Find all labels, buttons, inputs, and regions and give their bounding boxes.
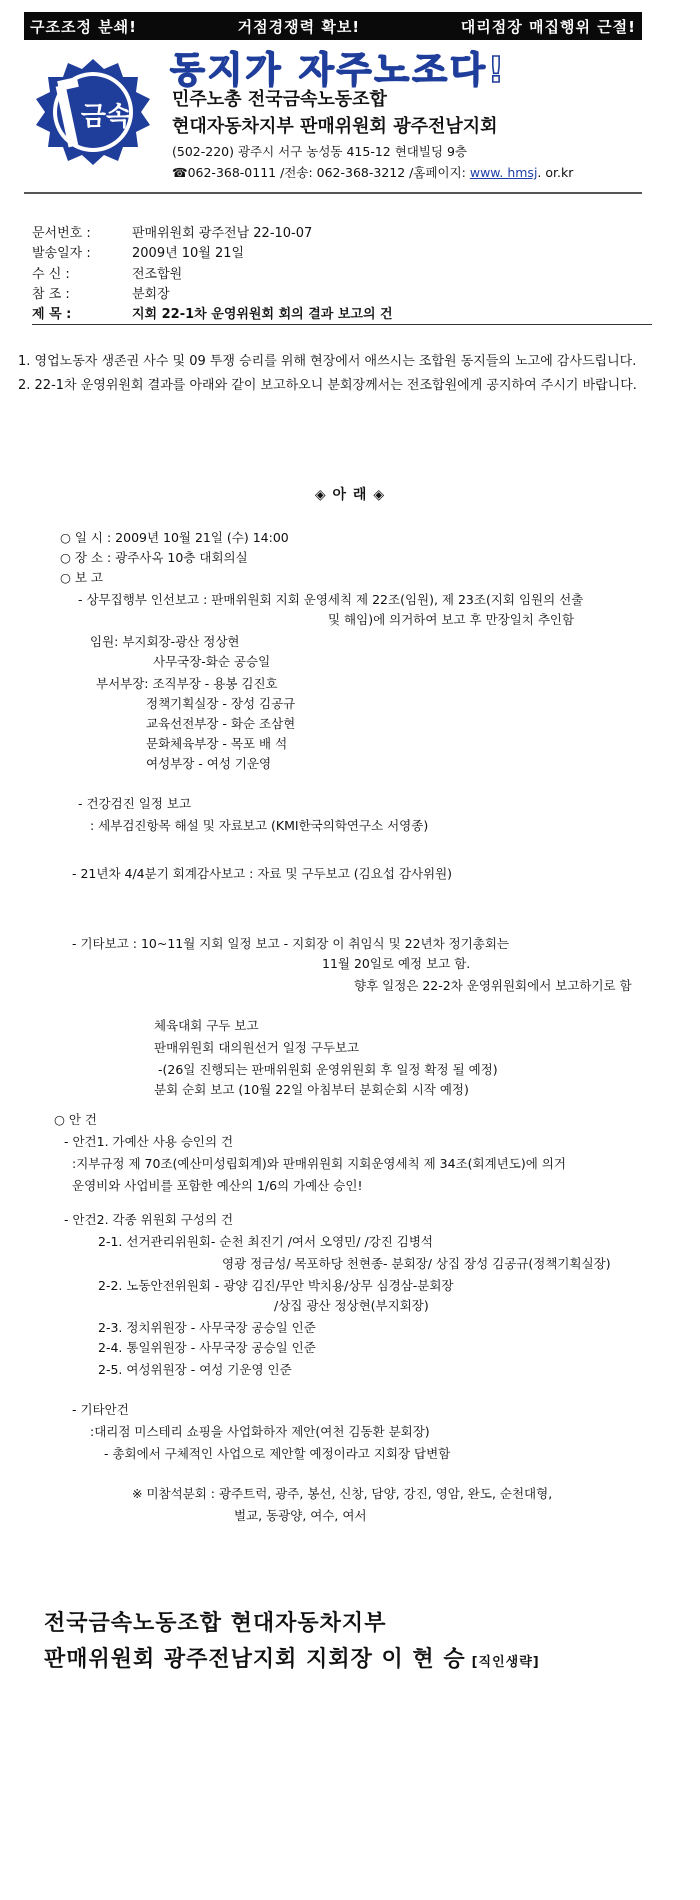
dept-heads-line-2: 정책기획실장 - 장성 김공규	[146, 696, 296, 711]
signature-name: 판매위원회 광주전남지회 지회장 이 현 승	[44, 1647, 466, 1672]
union-logo-image	[28, 55, 158, 180]
agenda-other-heading: - 기타안건	[72, 1402, 129, 1417]
agenda-2-title: - 안건2. 각종 위원회 구성의 건	[64, 1212, 234, 1227]
org-name-line2: 현대자동차지부 판매위원회 광주전남지회	[172, 116, 498, 137]
report-other-cont-2: 향후 일정은 22-2차 운영위원회에서 보고하기로 함	[354, 978, 632, 993]
report-executive-appointment-cont: 및 해임)에 의거하여 보고 후 만장일치 추인함	[328, 612, 575, 627]
item-venue: ○ 장 소 : 광주사옥 10층 대회의실	[60, 550, 248, 565]
org-name-line1: 민주노총 전국금속노동조합	[172, 89, 387, 110]
subject-value: 지회 22-1차 운영위원회 회의 결과 보고의 건	[132, 306, 393, 322]
agenda-1-detail-2: 운영비와 사업비를 포함한 예산의 1/6의 가예산 승인!	[72, 1178, 363, 1193]
agenda-other-proposal: :대리점 미스테리 쇼핑을 사업화하자 제안(여천 김동환 분회장)	[90, 1424, 430, 1439]
report-executive-appointment: - 상무집행부 인선보고 : 판매위원회 지회 운영세칙 제 22조(임원), 제 23조(지회 임원의 선출	[78, 592, 584, 607]
item-report-heading: ○ 보 고	[60, 570, 104, 585]
header-slogan: 동지가 자주노조다!	[170, 50, 508, 91]
report-delegate-election: 판매위원회 대의원선거 일정 구두보고	[154, 1040, 360, 1055]
recipient-value: 전조합원	[132, 266, 183, 282]
union-logo	[28, 55, 158, 180]
homepage-link[interactable]: www. hmsj	[469, 165, 538, 180]
banner-slogan-left: 구조조정 분쇄!	[30, 17, 138, 36]
date-label: 발송일자 :	[32, 246, 91, 262]
date-value: 2009년 10월 21일	[132, 246, 245, 262]
contact-phone-fax: ☎062-368-0111 /전송: 062-368-3212 /홈페이지:	[172, 165, 470, 180]
org-address: (502-220) 광주시 서구 농성동 415-12 현대빌딩 9층	[172, 144, 468, 159]
agenda-2-3-political-chair: 2-3. 정치위원장 - 사무국장 공승일 인준	[98, 1320, 316, 1335]
meta-row-subject	[32, 305, 652, 325]
absent-branches-cont: 벌교, 동광양, 여수, 여서	[234, 1508, 367, 1523]
agenda-2-1-election-committee-cont: 영광 정금성/ 목포하당 천현종- 분회장/ 상집 장성 김공규(정책기획실장)	[222, 1256, 611, 1271]
meta-row-recipient	[32, 265, 652, 285]
banner-slogan-center: 거점경쟁력 확보!	[237, 17, 361, 36]
report-delegate-election-note: -(26일 진행되는 판매위원회 운영위원회 후 일정 확정 될 예정)	[158, 1062, 498, 1077]
officers-line-2: 사무국장-화순 공승일	[153, 654, 271, 669]
recipient-label: 수 신 :	[32, 266, 70, 282]
report-other: - 기타보고 : 10~11월 지회 일정 보고 - 지회장 이 취임식 및 22년차 정기총회는	[72, 936, 510, 951]
agenda-2-1-election-committee: 2-1. 선거관리위원회- 순천 최진기 /여서 오영민/ /강진 김병석	[98, 1234, 433, 1249]
dept-heads-line-3: 교육선전부장 - 화순 조삼현	[146, 716, 296, 731]
agenda-2-5-women-chair: 2-5. 여성위원장 - 여성 기운영 인준	[98, 1362, 292, 1377]
document-meta	[32, 224, 652, 325]
officers-line: 임원: 부지회장-광산 정상현	[90, 634, 240, 649]
item-agenda-heading: ○ 안 건	[54, 1112, 98, 1127]
homepage-suffix: . or.kr	[537, 165, 574, 180]
meta-row-doc-no	[32, 224, 652, 244]
subject-label: 제 목 :	[32, 306, 72, 322]
report-other-cont-1: 11월 20일로 예정 보고 함.	[322, 956, 471, 971]
section-title: ◈ 아 래 ◈	[314, 487, 386, 503]
slogan-banner	[24, 12, 642, 40]
cc-label: 참 조 :	[32, 287, 70, 303]
meta-row-cc	[32, 285, 652, 305]
report-health-checkup: - 건강검진 일정 보고	[78, 796, 192, 811]
seal-omitted-note: [직인생략]	[471, 1655, 540, 1670]
doc-no-value: 판매위원회 광주전남 22-10-07	[132, 226, 313, 242]
intro-paragraph-2: 2. 22-1차 운영위원회 결과를 아래와 같이 보고하오니 분회장께서는 전조합원에게 공지하여 주시기 바랍니다.	[18, 378, 637, 393]
signature-name-line	[44, 1642, 540, 1673]
dept-heads-line-5: 여성부장 - 여성 기운영	[146, 756, 272, 771]
header-divider	[24, 192, 642, 194]
report-sports-event: 체육대회 구두 보고	[154, 1018, 259, 1033]
report-health-checkup-detail: : 세부검진항목 해설 및 자료보고 (KMI한국의학연구소 서영종)	[90, 818, 429, 833]
intro-paragraph-1: 1. 영업노동자 생존권 사수 및 09 투쟁 승리를 위해 현장에서 애쓰시는 조합원 동지들의 노고에 감사드립니다.	[18, 354, 637, 369]
agenda-other-reply: - 총회에서 구체적인 사업으로 제안할 예정이라고 지회장 답변함	[104, 1446, 451, 1461]
signature-org-line: 전국금속노동조합 현대자동차지부	[44, 1611, 387, 1636]
logo-text: 금속	[80, 102, 132, 132]
dept-heads-line: 부서부장: 조직부장 - 용봉 김진호	[96, 676, 278, 691]
intro-paragraphs	[18, 350, 658, 398]
banner-slogan-right: 대리점장 매집행위 근절!	[460, 17, 636, 36]
doc-no-label: 문서번호 :	[32, 226, 91, 242]
report-branch-tour: 분회 순회 보고 (10월 22일 아침부터 분회순회 시작 예정)	[154, 1082, 469, 1097]
cc-value: 분회장	[132, 287, 170, 303]
agenda-2-2-safety-committee-cont: /상집 광산 정상현(부지회장)	[274, 1298, 429, 1313]
meta-row-date	[32, 244, 652, 264]
dept-heads-line-4: 문화체육부장 - 목포 배 석	[146, 736, 288, 751]
item-datetime: ○ 일 시 : 2009년 10월 21일 (수) 14:00	[60, 530, 289, 545]
report-audit: - 21년차 4/4분기 회계감사보고 : 자료 및 구두보고 (김요섭 감사위원)	[72, 866, 453, 881]
agenda-2-4-unification-chair: 2-4. 통일위원장 - 사무국장 공승일 인준	[98, 1340, 316, 1355]
agenda-2-2-safety-committee: 2-2. 노동안전위원회 - 광양 김진/무안 박치용/상무 심경삼-분회장	[98, 1278, 454, 1293]
absent-branches: ※ 미참석분회 : 광주트럭, 광주, 봉선, 신창, 담양, 강진, 영암, 완도, 순천대형,	[132, 1486, 553, 1501]
org-contact	[172, 163, 573, 181]
agenda-1-title: - 안건1. 가예산 사용 승인의 건	[64, 1134, 234, 1149]
agenda-1-detail: :지부규정 제 70조(예산미성립회계)와 판매위원회 지회운영세칙 제 34조(회계년도)에 의거	[72, 1156, 566, 1171]
